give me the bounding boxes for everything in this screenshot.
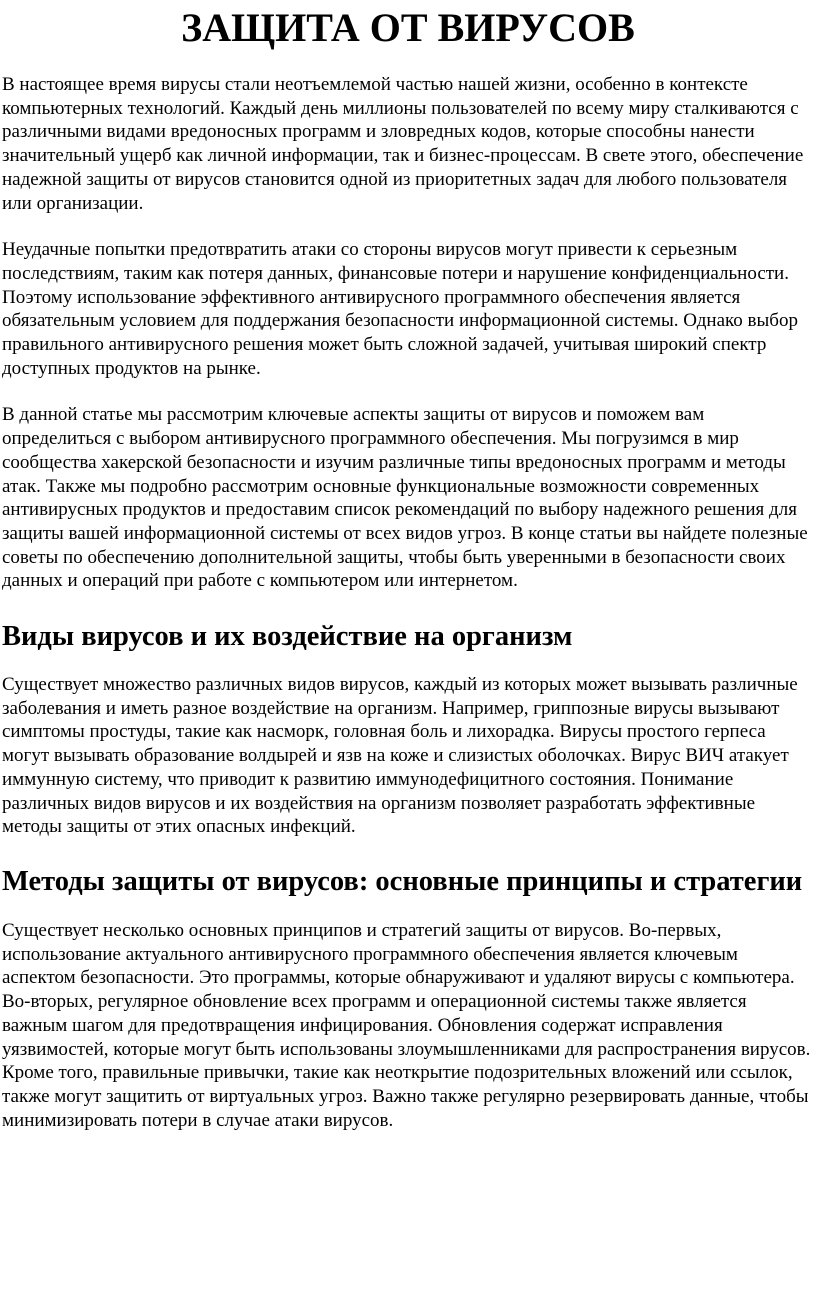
section-heading-virus-types: Виды вирусов и их воздействие на организм bbox=[2, 621, 573, 653]
section-body-virus-types: Существует множество различных видов вирусов, каждый из которых может вызывать различные заболевания и иметь разное воздействие на организм. Например, гриппозные вирусы вызывают симптомы простуды, такие как насморк, головная боль и лихорадка. Вирусы простого герпеса могут вызывать образование волдырей и язв на коже и слизистых оболочках. Вирус ВИЧ атакует иммунную систему, что приводит к развитию иммунодефицитного состояния. Понимание различных видов вирусов и их воздействия на организм позволяет разработать эффективные методы защиты от этих опасных инфекций. bbox=[2, 674, 798, 838]
intro-paragraph-3: В данной статье мы рассмотрим ключевые аспекты защиты от вирусов и поможем вам определиться с выбором антивирусного программного обеспечения. Мы погрузимся в мир сообщества хакерской безопасности и изучим различные типы вредоносных программ и методы атак. Также мы подробно рассмотрим основные функциональные возможности современных антивирусных продуктов и предоставим список рекомендаций по выбору надежного решения для защиты вашей информационной системы от всех видов угроз. В конце статьи вы найдете полезные советы по обеспечению дополнительной защиты, чтобы быть уверенными в безопасности своих данных и операций при работе с компьютером или интернетом. bbox=[2, 404, 808, 592]
intro-paragraph-2: Неудачные попытки предотвратить атаки со стороны вирусов могут привести к серьезным последствиям, таким как потеря данных, финансовые потери и нарушение конфиденциальности. Поэтому использование эффективного антивирусного программного обеспечения является обязательным условием для поддержания безопасности информационной системы. Однако выбор правильного антивирусного решения может быть сложной задачей, учитывая широкий спектр доступных продуктов на рынке. bbox=[2, 239, 798, 379]
intro-paragraph-1: В настоящее время вирусы стали неотъемлемой частью нашей жизни, особенно в контексте компьютерных технологий. Каждый день миллионы пользователей по всему миру сталкиваются с различными видами вредоносных программ и зловредных кодов, которые способны нанести значительный ущерб как личной информации, так и бизнес-процессам. В свете этого, обеспечение надежной защиты от вирусов становится одной из приоритетных задач для любого пользователя или организации. bbox=[2, 74, 804, 214]
section-body-protection-methods: Существует несколько основных принципов и стратегий защиты от вирусов. Во-первых, использование актуального антивирусного программного обеспечения является ключевым аспектом безопасности. Это программы, которые обнаруживают и удаляют вирусы с компьютера. Во-вторых, регулярное обновление всех программ и операционной системы также является важным шагом для предотвращения инфицирования. Обновления содержат исправления уязвимостей, которые могут быть использованы злоумышленниками для распространения вирусов. Кроме того, правильные привычки, такие как неоткрытие подозрительных вложений или ссылок, также могут защитить от виртуальных угроз. Важно также регулярно резервировать данные, чтобы минимизировать потери в случае атаки вирусов. bbox=[2, 919, 811, 1131]
section-heading-protection-methods: Методы защиты от вирусов: основные принципы и стратегии bbox=[2, 865, 803, 897]
page-title: ЗАЩИТА ОТ ВИРУСОВ bbox=[181, 5, 635, 50]
